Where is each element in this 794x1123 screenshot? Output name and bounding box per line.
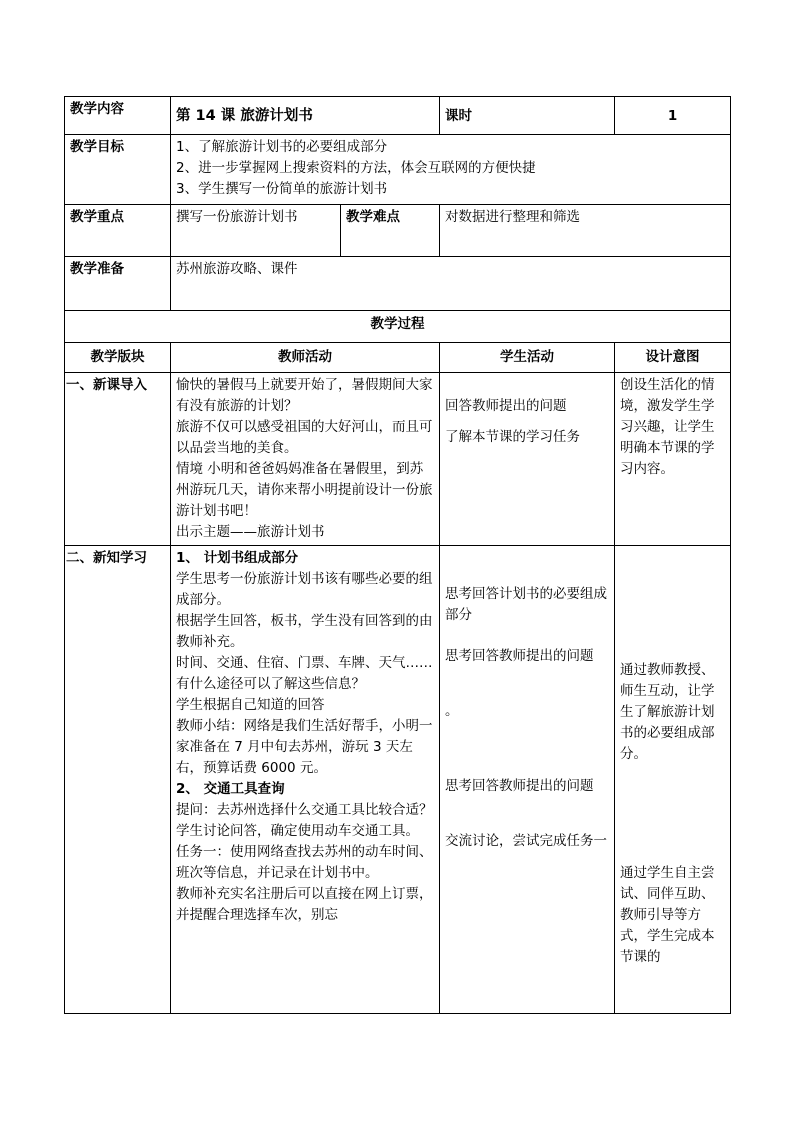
objectives-list xyxy=(171,135,731,205)
lesson-title: 第 14 课 旅游计划书 xyxy=(171,97,440,135)
teacher-paragraph: 时间、交通、住宿、门票、车牌、天气…… xyxy=(176,655,433,671)
design-intent xyxy=(615,546,731,1014)
teacher-paragraph: 愉快的暑假马上就要开始了，暑假期间大家有没有旅游的计划？ xyxy=(176,377,433,414)
process-title-row xyxy=(65,311,731,343)
student-paragraph: 回答教师提出的问题 xyxy=(445,398,567,414)
objectives-row xyxy=(65,135,731,205)
teacher-subheading: 2、 交通工具查询 xyxy=(176,781,285,797)
teacher-activity xyxy=(171,546,440,1014)
objectives-label: 教学目标 xyxy=(65,135,171,205)
student-paragraph: 思考回答计划书的必要组成部分 xyxy=(445,586,608,623)
student-paragraph: 思考回答教师提出的问题 xyxy=(445,648,594,664)
objective-item: 1、了解旅游计划书的必要组成部分 xyxy=(176,139,388,155)
preparation-label: 教学准备 xyxy=(65,257,171,311)
teacher-paragraph: 教师小结：网络是我们生活好帮手，小明一家准备在 7 月中旬去苏州，游玩 3 天左右，预算话费 6000 元。 xyxy=(176,718,433,776)
column-header: 设计意图 xyxy=(615,343,731,373)
process-title: 教学过程 xyxy=(65,311,731,343)
section-label: 二、新知学习 xyxy=(65,546,171,1014)
difficulty-value: 对数据进行整理和筛选 xyxy=(440,205,731,257)
student-activity xyxy=(440,546,615,1014)
lesson-plan-table xyxy=(64,96,731,1014)
intent-paragraph: 通过学生自主尝试、同伴互助、教师引导等方式，学生完成本节课的 xyxy=(620,865,715,965)
teacher-paragraph: 情境 小明和爸爸妈妈准备在暑假里，到苏州游玩几天，请你来帮小明提前设计一份旅游计划书吧！ xyxy=(176,461,433,519)
teacher-paragraph: 根据学生回答，板书，学生没有回答到的由教师补充。 xyxy=(176,613,433,650)
student-paragraph: 交流讨论，尝试完成任务一 xyxy=(445,833,608,849)
section-new-knowledge-row xyxy=(65,546,731,1014)
content-label: 教学内容 xyxy=(65,97,171,135)
key-point-label: 教学重点 xyxy=(65,205,171,257)
teacher-paragraph: 教师补充实名注册后可以直接在网上订票，并提醒合理选择车次，别忘 xyxy=(176,886,433,923)
period-label: 课时 xyxy=(440,97,615,135)
student-activity xyxy=(440,373,615,546)
focus-row xyxy=(65,205,731,257)
teacher-paragraph: 学生讨论问答，确定使用动车交通工具。 xyxy=(176,823,419,839)
teacher-paragraph: 学生思考一份旅游计划书该有哪些必要的组成部分。 xyxy=(176,571,433,608)
teacher-paragraph: 有什么途径可以了解这些信息？ xyxy=(176,676,365,692)
teacher-paragraph: 出示主题——旅游计划书 xyxy=(176,524,325,540)
objective-item: 2、进一步掌握网上搜索资料的方法，体会互联网的方便快捷 xyxy=(176,160,536,176)
period-value: 1 xyxy=(615,97,731,135)
teacher-subheading: 1、 计划书组成部分 xyxy=(176,550,299,566)
teacher-activity xyxy=(171,373,440,546)
student-paragraph: 思考回答教师提出的问题 xyxy=(445,778,594,794)
teacher-paragraph: 任务一：使用网络查找去苏州的动车时间、班次等信息，并记录在计划书中。 xyxy=(176,844,433,881)
column-header: 教学版块 xyxy=(65,343,171,373)
column-header-row xyxy=(65,343,731,373)
design-intent: 创设生活化的情境，激发学生学习兴趣，让学生明确本节课的学习内容。 xyxy=(615,373,731,546)
teacher-paragraph: 学生根据自己知道的回答 xyxy=(176,697,325,713)
teacher-paragraph: 提问：去苏州选择什么交通工具比较合适？ xyxy=(176,802,433,818)
objective-item: 3、学生撰写一份简单的旅游计划书 xyxy=(176,181,388,197)
preparation-value: 苏州旅游攻略、课件 xyxy=(171,257,731,311)
section-label: 一、新课导入 xyxy=(65,373,171,546)
teacher-paragraph: 旅游不仅可以感受祖国的大好河山，而且可以品尝当地的美食。 xyxy=(176,419,433,456)
key-point-value: 撰写一份旅游计划书 xyxy=(171,205,341,257)
section-intro-row xyxy=(65,373,731,546)
student-paragraph: 了解本节课的学习任务 xyxy=(445,429,581,445)
student-paragraph: 。 xyxy=(445,703,459,719)
header-row xyxy=(65,97,731,135)
intent-paragraph: 通过教师教授、师生互动，让学生了解旅游计划书的必要组成部分。 xyxy=(620,662,715,762)
column-header: 学生活动 xyxy=(440,343,615,373)
preparation-row xyxy=(65,257,731,311)
difficulty-label: 教学难点 xyxy=(341,205,440,257)
column-header: 教师活动 xyxy=(171,343,440,373)
